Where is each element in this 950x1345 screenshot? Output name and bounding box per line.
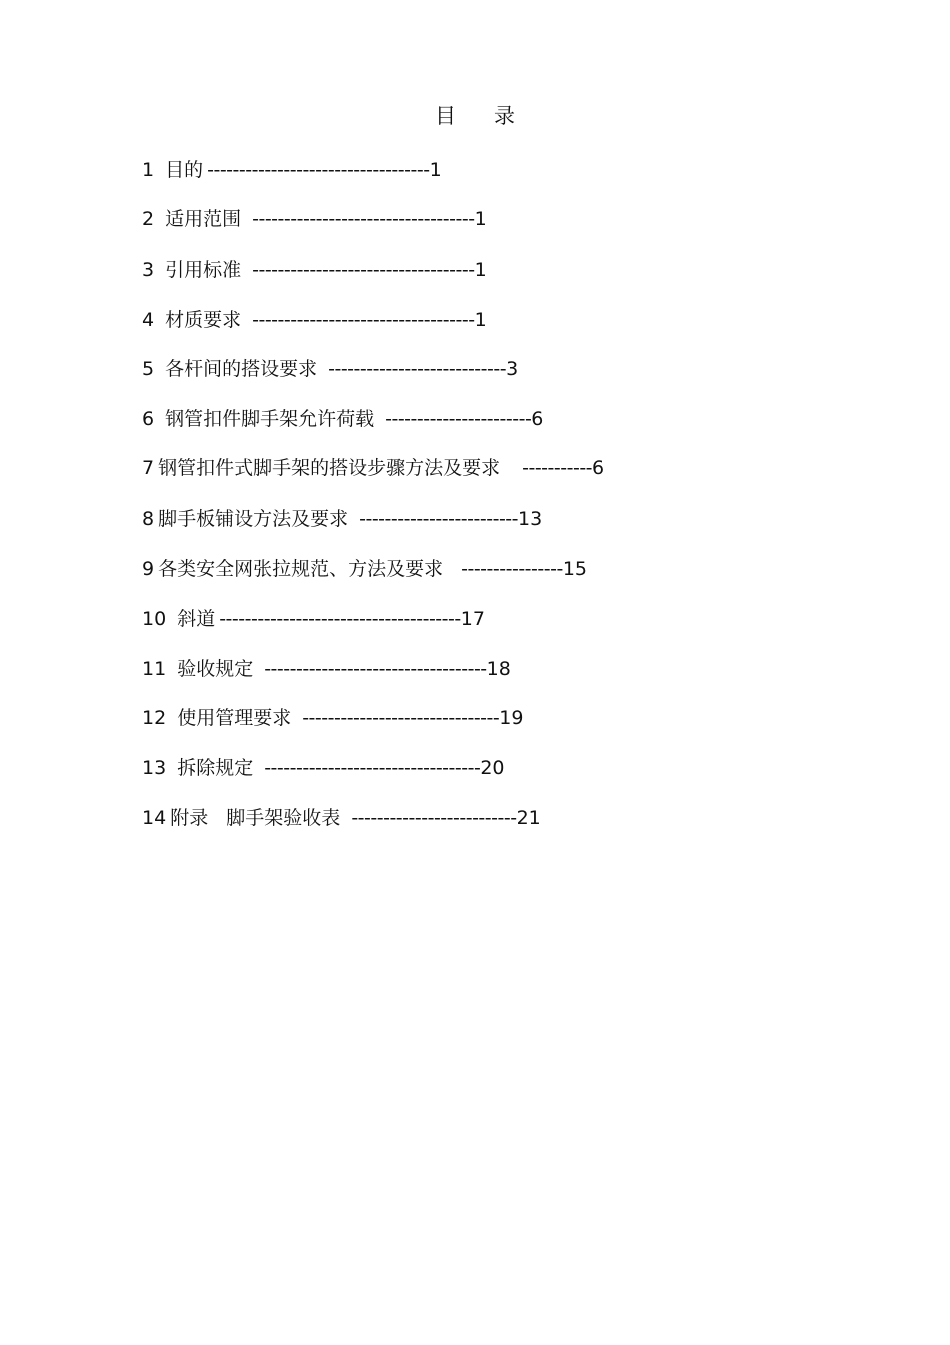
toc-entry-number: 7 — [142, 457, 155, 479]
toc-entry-number: 11 — [142, 658, 167, 680]
toc-entry — [142, 806, 541, 830]
toc-entry-leader: ---------------------------------- — [264, 757, 481, 779]
toc-entry-leader: -------------------------------------- — [219, 608, 461, 630]
toc-entry-leader: ------------------------------- — [302, 707, 500, 729]
toc-entry — [142, 456, 604, 480]
toc-entry — [142, 607, 485, 631]
toc-entry — [142, 158, 442, 182]
toc-entry-page: 1 — [429, 159, 442, 181]
toc-entry-page: 1 — [474, 259, 487, 281]
toc-entry-number: 10 — [142, 608, 167, 630]
toc-entry — [142, 507, 542, 531]
toc-entry-number: 6 — [142, 408, 155, 430]
toc-entry-page: 1 — [474, 208, 487, 230]
toc-entry-number: 3 — [142, 259, 155, 281]
toc-entry-leader: ---------------------------- — [328, 358, 507, 380]
toc-entry-page: 17 — [460, 608, 485, 630]
toc-entry-leader: ----------- — [522, 457, 593, 479]
toc-entry — [142, 407, 543, 431]
toc-entry — [142, 357, 518, 381]
toc-entry — [142, 308, 487, 332]
toc-entry — [142, 706, 523, 730]
toc-entry-leader: ------------------------- — [359, 508, 519, 530]
title-char-2: 录 — [494, 104, 515, 128]
toc-entry-title: 拆除规定 — [177, 757, 254, 779]
toc-entry — [142, 557, 587, 581]
toc-entry-leader: ----------------------------------- — [252, 309, 475, 331]
toc-entry — [142, 258, 487, 282]
toc-entry-page: 6 — [531, 408, 544, 430]
page-title — [0, 102, 950, 130]
toc-entry-title: 各杆间的搭设要求 — [165, 358, 318, 380]
toc-entry-page: 1 — [474, 309, 487, 331]
toc-entry-page: 20 — [480, 757, 505, 779]
toc-entry-leader: ----------------------------------- — [264, 658, 487, 680]
toc-entry-title: 引用标准 — [165, 259, 242, 281]
toc-entry-title: 适用范围 — [165, 208, 242, 230]
toc-entry-title: 使用管理要求 — [177, 707, 292, 729]
toc-entry-title: 钢管扣件脚手架允许荷载 — [165, 408, 375, 430]
toc-entry-page: 6 — [592, 457, 605, 479]
toc-entry — [142, 756, 505, 780]
toc-entry — [142, 657, 511, 681]
toc-entry-number: 9 — [142, 558, 155, 580]
toc-entry-page: 15 — [562, 558, 587, 580]
toc-entry-leader: ----------------------------------- — [252, 208, 475, 230]
toc-entry-title: 各类安全网张拉规范、方法及要求 — [158, 558, 444, 580]
toc-entry-title: 验收规定 — [177, 658, 254, 680]
title-char-1: 目 — [435, 104, 456, 128]
toc-entry-number: 5 — [142, 358, 155, 380]
toc-entry-leader: ----------------------- — [385, 408, 532, 430]
toc-entry-title: 斜道 — [177, 608, 216, 630]
toc-entry-title: 脚手板铺设方法及要求 — [158, 508, 349, 530]
toc-entry-leader: ----------------------------------- — [207, 159, 430, 181]
toc-entry-title: 钢管扣件式脚手架的搭设步骤方法及要求 — [158, 457, 501, 479]
toc-entry-title: 目的 — [165, 159, 204, 181]
toc-entry-number: 4 — [142, 309, 155, 331]
toc-entry-leader: ---------------- — [461, 558, 563, 580]
toc-entry-number: 12 — [142, 707, 167, 729]
toc-entry-page: 13 — [518, 508, 543, 530]
toc-entry-page: 18 — [486, 658, 511, 680]
toc-entry-leader: -------------------------- — [351, 807, 517, 829]
toc-entry-number: 1 — [142, 159, 155, 181]
toc-entry-number: 13 — [142, 757, 167, 779]
toc-entry-leader: ----------------------------------- — [252, 259, 475, 281]
toc-entry-number: 14 — [142, 807, 167, 829]
toc-entry-title: 附录 脚手架验收表 — [170, 807, 341, 829]
toc-entry-number: 8 — [142, 508, 155, 530]
toc-entry-number: 2 — [142, 208, 155, 230]
toc-entry — [142, 207, 487, 231]
toc-entry-title: 材质要求 — [165, 309, 242, 331]
toc-entry-page: 19 — [499, 707, 524, 729]
toc-entry-page: 21 — [516, 807, 541, 829]
toc-entry-page: 3 — [506, 358, 519, 380]
